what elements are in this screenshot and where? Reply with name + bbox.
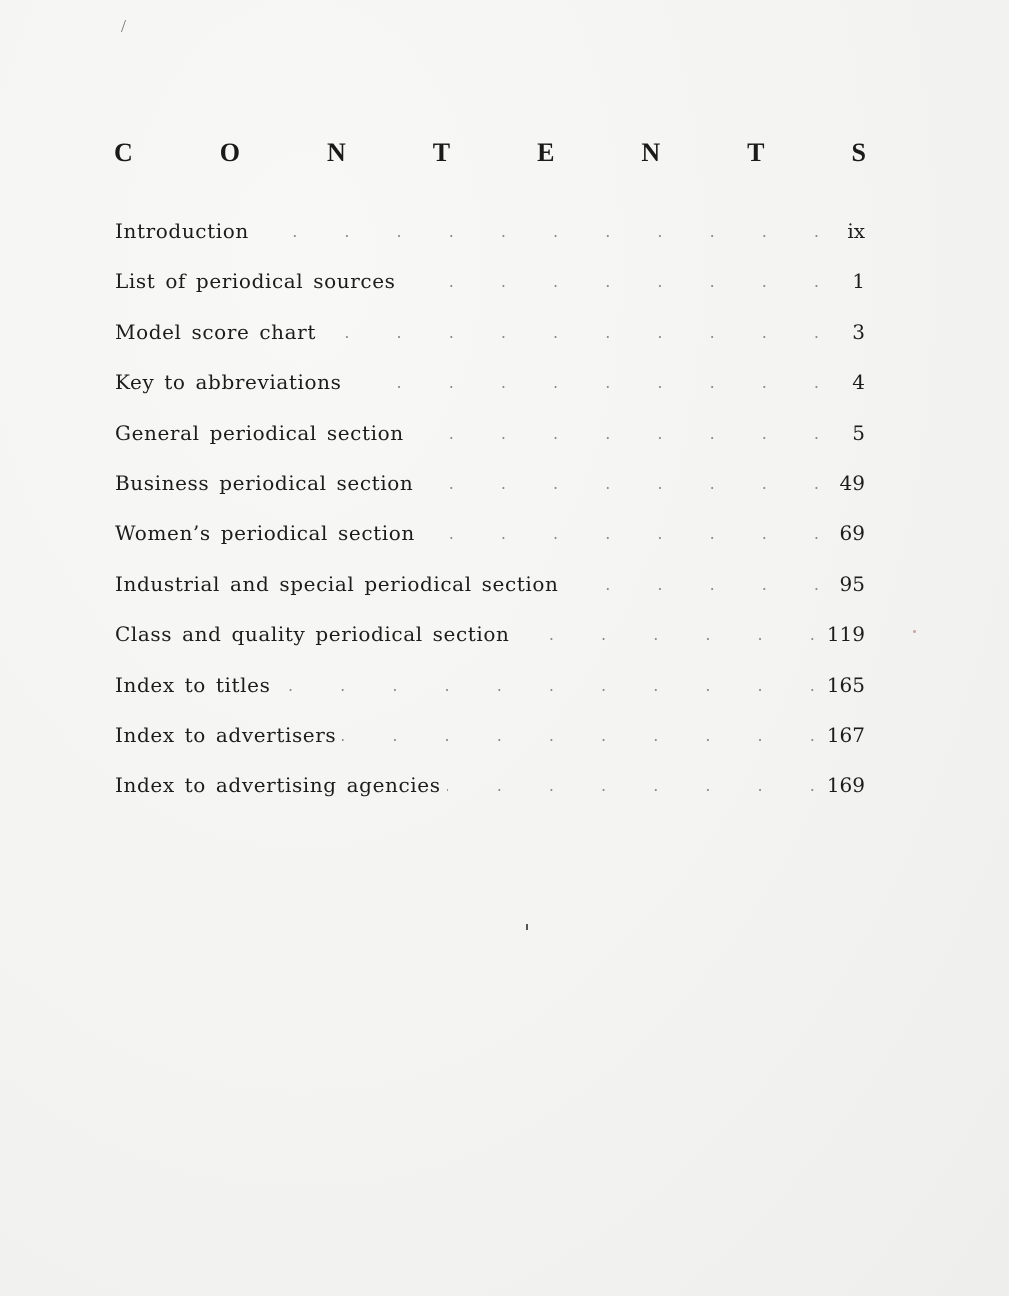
- toc-entry-business-section: [115, 468, 865, 518]
- toc-entry-general-section: [115, 418, 865, 468]
- toc-entry-label: Introduction: [115, 219, 249, 243]
- dot-leader: [348, 367, 822, 397]
- toc-entry-page: 95: [839, 571, 865, 596]
- toc-entry-page: 1: [852, 269, 865, 294]
- toc-entry-womens-section: [115, 518, 865, 568]
- heading-letter: T: [747, 138, 765, 167]
- toc-entry-abbreviations: [115, 367, 865, 417]
- toc-entry-label: Class and quality periodical section: [115, 622, 510, 647]
- dot-leader: [255, 216, 821, 246]
- dot-leader: [410, 418, 821, 448]
- heading-letter: O: [219, 138, 240, 167]
- heading-letter: T: [432, 138, 451, 167]
- paper-speck: [913, 630, 916, 633]
- dot-leader: [447, 770, 817, 800]
- pencil-mark: /: [121, 16, 127, 36]
- heading-letter: C: [114, 138, 133, 167]
- toc-entry-introduction: [115, 216, 865, 266]
- dot-leader: [402, 266, 822, 296]
- dot-leader: [565, 569, 821, 599]
- toc-entry-model-score-chart: [115, 317, 865, 367]
- toc-entry-page: 169: [826, 773, 865, 798]
- paper-mark: [526, 924, 528, 930]
- toc-entry-periodical-sources: [115, 266, 865, 316]
- dot-leader: [322, 317, 821, 347]
- dot-leader: [276, 670, 816, 700]
- toc-entry-label: General periodical section: [115, 420, 404, 445]
- toc-entry-class-quality-section: [115, 619, 865, 669]
- toc-entry-page: 165: [826, 672, 865, 697]
- toc-entry-industrial-section: [115, 569, 865, 619]
- toc-entry-label: Index to advertising agencies: [115, 773, 441, 798]
- heading-letter: N: [641, 138, 661, 167]
- toc-entry-label: Business periodical section: [115, 470, 414, 495]
- dot-leader: [516, 619, 817, 649]
- toc-entry-page: ix: [847, 219, 865, 243]
- toc-entry-page: 119: [826, 622, 865, 647]
- toc-entry-page: 4: [852, 370, 865, 395]
- toc-entry-page: 49: [839, 470, 865, 495]
- dot-leader: [421, 518, 821, 548]
- toc-entry-page: 3: [852, 319, 865, 344]
- table-of-contents: [115, 216, 865, 821]
- toc-entry-page: 69: [839, 521, 865, 546]
- toc-entry-page: 167: [826, 722, 865, 747]
- heading-letter: S: [851, 138, 866, 167]
- toc-entry-index-agencies: [115, 770, 865, 820]
- toc-entry-label: Key to abbreviations: [115, 370, 342, 395]
- toc-entry-label: Women’s periodical section: [115, 521, 415, 546]
- toc-entry-index-titles: [115, 670, 865, 720]
- dot-leader: [342, 720, 817, 750]
- toc-entry-label: List of periodical sources: [115, 269, 396, 294]
- toc-entry-label: Model score chart: [115, 319, 316, 344]
- contents-heading: [114, 138, 866, 168]
- toc-entry-label: Index to advertisers: [115, 722, 337, 747]
- dot-leader: [419, 468, 821, 498]
- toc-entry-page: 5: [852, 420, 865, 445]
- toc-entry-label: Industrial and special periodical section: [115, 571, 559, 596]
- toc-entry-label: Index to titles: [115, 672, 271, 697]
- heading-letter: E: [537, 138, 555, 167]
- heading-letter: N: [326, 138, 346, 167]
- toc-entry-index-advertisers: [115, 720, 865, 770]
